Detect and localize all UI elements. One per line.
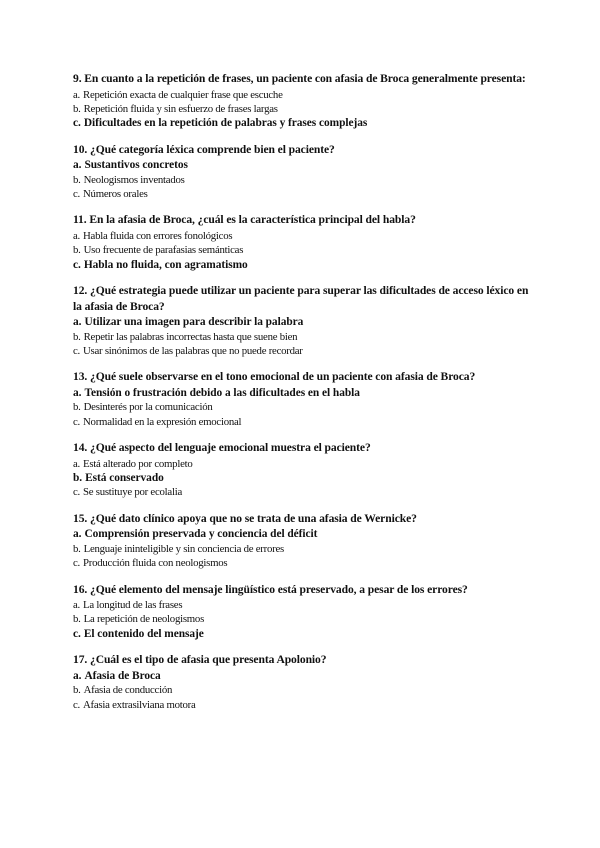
option-text: Afasia extrasilviana motora xyxy=(83,698,196,711)
question-block xyxy=(73,369,533,429)
option-text: Repetir las palabras incorrectas hasta que suene bien xyxy=(83,330,298,343)
answer-option-correct xyxy=(73,627,533,641)
answer-option-correct xyxy=(73,471,533,485)
option-letter: b. xyxy=(73,102,81,115)
option-letter: c. xyxy=(73,486,80,499)
option-text: Tensión o frustración debido a las dificultades en el habla xyxy=(84,386,360,399)
option-letter: a. xyxy=(73,528,82,541)
answer-option-correct xyxy=(73,158,533,172)
option-text: Números orales xyxy=(83,188,148,201)
option-text: Normalidad en la expresión emocional xyxy=(83,415,242,428)
question-block xyxy=(73,652,533,712)
option-letter: a. xyxy=(73,669,82,682)
option-letter: a. xyxy=(73,386,82,399)
option-text: Desinterés por la comunicación xyxy=(83,401,213,414)
option-letter: c. xyxy=(73,188,80,201)
question-block xyxy=(73,212,533,272)
option-letter: a. xyxy=(73,316,82,329)
option-letter: b. xyxy=(73,684,81,697)
option-letter: a. xyxy=(73,599,80,612)
option-letter: c. xyxy=(73,117,81,130)
option-text: Habla no fluida, con agramatismo xyxy=(83,258,248,271)
option-text: Sustantivos concretos xyxy=(84,159,188,172)
question-title: 11. En la afasia de Broca, ¿cuál es la característica principal del habla? xyxy=(73,213,416,227)
answer-option-correct xyxy=(73,669,533,683)
question-block xyxy=(73,582,533,642)
answer-option-correct xyxy=(73,527,533,541)
answer-option xyxy=(73,598,533,612)
answer-option xyxy=(73,88,533,102)
option-text: El contenido del mensaje xyxy=(83,627,204,640)
answer-option xyxy=(73,330,533,344)
question-block xyxy=(73,142,533,202)
option-text: Se sustituye por ecolalia xyxy=(83,486,182,499)
question-title: 16. ¿Qué elemento del mensaje lingüístico está preservado, a pesar de los errores? xyxy=(73,582,468,596)
answer-option xyxy=(73,102,533,116)
answer-option xyxy=(73,344,533,358)
option-text: Está alterado por completo xyxy=(83,457,193,470)
option-letter: b. xyxy=(73,244,81,257)
question-block xyxy=(73,440,533,500)
option-text: La repetición de neologismos xyxy=(83,613,205,626)
option-text: Afasia de conducción xyxy=(83,684,173,697)
option-letter: a. xyxy=(73,159,82,172)
question-title: 17. ¿Cuál es el tipo de afasia que presenta Apolonio? xyxy=(73,653,327,667)
answer-option xyxy=(73,457,533,471)
option-letter: c. xyxy=(73,344,80,357)
answer-option xyxy=(73,556,533,570)
option-text: Dificultades en la repetición de palabras y frases complejas xyxy=(83,117,368,130)
option-letter: b. xyxy=(73,542,81,555)
option-text: Repetición fluida y sin esfuerzo de frases largas xyxy=(83,102,278,115)
option-text: Neologismos inventados xyxy=(83,173,185,186)
question-title: 13. ¿Qué suele observarse en el tono emocional de un paciente con afasia de Broca? xyxy=(73,370,476,384)
answer-option xyxy=(73,683,533,697)
question-block xyxy=(73,511,533,571)
answer-option xyxy=(73,542,533,556)
option-text: Uso frecuente de parafasias semánticas xyxy=(83,244,244,257)
option-letter: b. xyxy=(73,401,81,414)
option-letter: c. xyxy=(73,258,81,271)
answer-option-correct xyxy=(73,315,533,329)
option-letter: a. xyxy=(73,88,80,101)
option-text: Repetición exacta de cualquier frase que escuche xyxy=(83,88,283,101)
question-title: 9. En cuanto a la repetición de frases, un paciente con afasia de Broca generalmente presenta: xyxy=(73,72,526,85)
option-text: Usar sinónimos de las palabras que no puede recordar xyxy=(83,344,303,357)
option-text: La longitud de las frases xyxy=(83,599,183,612)
option-letter: a. xyxy=(73,457,80,470)
option-text: Está conservado xyxy=(85,472,164,484)
option-text: Afasia de Broca xyxy=(84,669,161,682)
answer-option xyxy=(73,229,533,243)
option-text: Lenguaje ininteligible y sin conciencia de errores xyxy=(83,542,284,555)
answer-option xyxy=(73,415,533,429)
option-text: Utilizar una imagen para describir la palabra xyxy=(84,316,304,329)
answer-option xyxy=(73,612,533,626)
answer-option-correct xyxy=(73,258,533,272)
answer-option-correct xyxy=(73,116,533,130)
answer-option xyxy=(73,187,533,201)
option-text: Habla fluida con errores fonológicos xyxy=(83,229,233,242)
quiz-page xyxy=(73,71,533,723)
option-letter: c. xyxy=(73,698,80,711)
option-text: Comprensión preservada y conciencia del déficit xyxy=(84,528,318,541)
option-letter: b. xyxy=(73,613,81,626)
option-letter: c. xyxy=(73,415,80,428)
answer-option xyxy=(73,400,533,414)
answer-option xyxy=(73,485,533,499)
option-letter: c. xyxy=(73,627,81,640)
option-letter: c. xyxy=(73,557,80,570)
question-title: 12. ¿Qué estrategia puede utilizar un paciente para superar las dificultades de acceso léxico en la afasia de Broca? xyxy=(73,284,529,313)
option-letter: b. xyxy=(73,472,83,484)
option-letter: b. xyxy=(73,330,81,343)
option-text: Producción fluida con neologismos xyxy=(83,557,228,570)
question-block xyxy=(73,71,533,131)
question-title: 10. ¿Qué categoría léxica comprende bien el paciente? xyxy=(73,142,335,156)
answer-option xyxy=(73,243,533,257)
question-title: 14. ¿Qué aspecto del lenguaje emocional muestra el paciente? xyxy=(73,441,371,455)
answer-option xyxy=(73,173,533,187)
question-title: 15. ¿Qué dato clínico apoya que no se trata de una afasia de Wernicke? xyxy=(73,511,417,525)
answer-option xyxy=(73,698,533,712)
question-block xyxy=(73,283,533,358)
answer-option-correct xyxy=(73,386,533,400)
option-letter: a. xyxy=(73,229,80,242)
option-letter: b. xyxy=(73,173,81,186)
